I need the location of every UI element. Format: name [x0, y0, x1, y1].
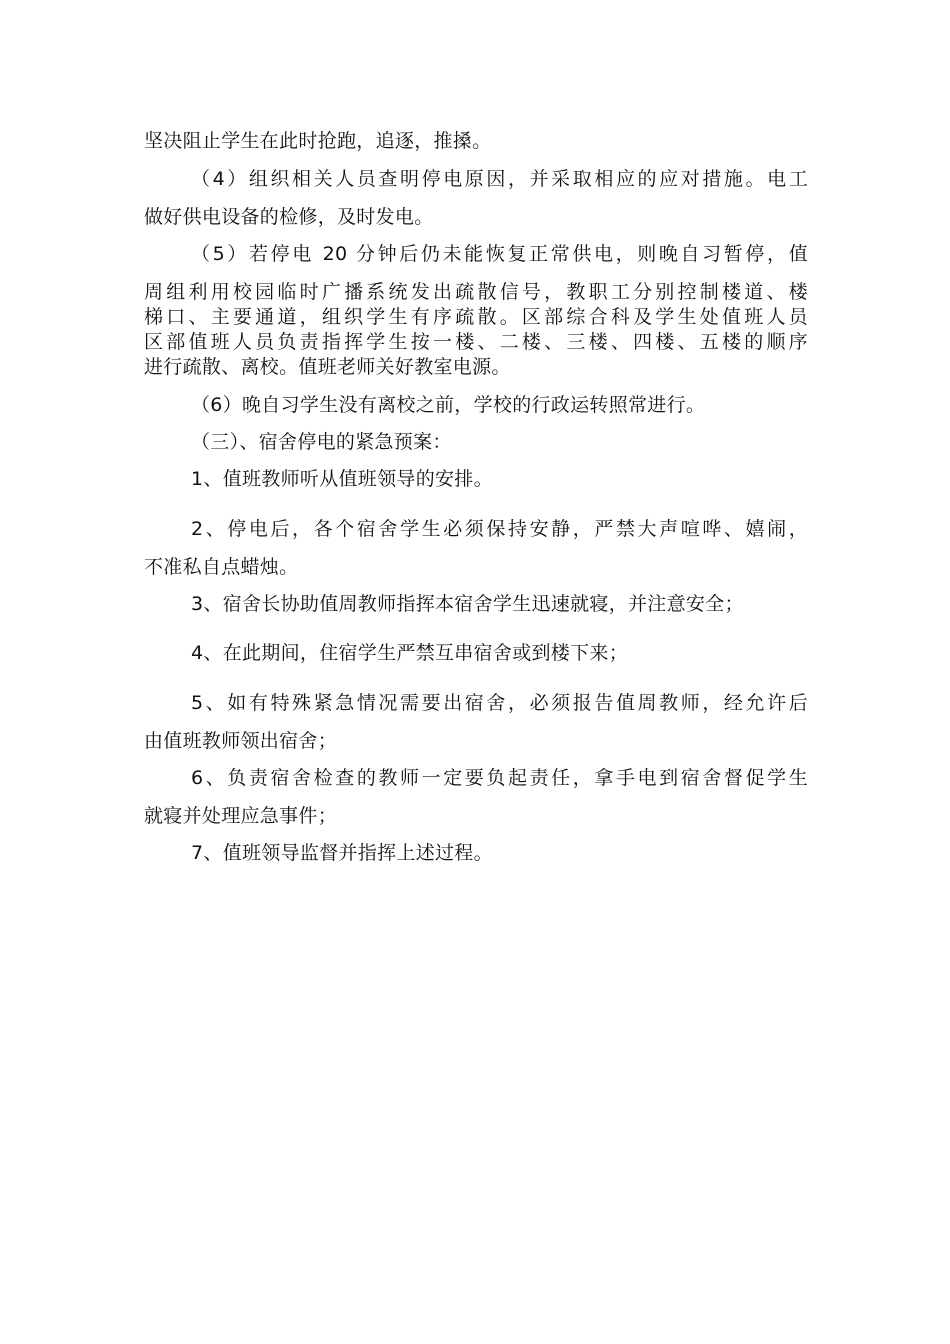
paragraph-text-line: （5）若停电 20 分钟后仍未能恢复正常供电，则晚自习暂停，值: [191, 243, 808, 265]
paragraph-text-line: 做好供电设备的检修，及时发电。: [144, 206, 434, 228]
paragraph-text-line: 周组利用校园临时广播系统发出疏散信号，教职工分别控制楼道、楼: [144, 281, 808, 303]
paragraph-text-line: 区部值班人员负责指挥学生按一楼、二楼、三楼、四楼、五楼的顺序: [144, 331, 808, 353]
list-item-continuation: 就寝并处理应急事件；: [144, 805, 338, 827]
list-item-continuation: 由值班教师领出宿舍；: [144, 730, 338, 752]
paragraph-text-line: 梯口、主要通道，组织学生有序疏散。区部综合科及学生处值班人员: [144, 306, 808, 328]
list-item-continuation: 不准私自点蜡烛。: [144, 556, 299, 578]
list-item: 2、停电后，各个宿舍学生必须保持安静，严禁大声喧哗、嬉闹，: [191, 518, 808, 540]
list-item: 6、负责宿舍检查的教师一定要负起责任，拿手电到宿舍督促学生: [191, 767, 808, 789]
list-item: 4、在此期间，住宿学生严禁互串宿舍或到楼下来；: [191, 642, 628, 664]
paragraph-text-line: 坚决阻止学生在此时抢跑，追逐，推搡。: [144, 130, 492, 152]
paragraph-text-line: （6）晚自习学生没有离校之前，学校的行政运转照常进行。: [191, 394, 706, 416]
list-item: 5、如有特殊紧急情况需要出宿舍，必须报告值周教师，经允许后: [191, 692, 808, 714]
paragraph-text-line: （4）组织相关人员查明停电原因，并采取相应的应对措施。电工: [191, 168, 808, 190]
paragraph-text-line: 进行疏散、离校。值班老师关好教室电源。: [144, 356, 511, 378]
list-item: 7、值班领导监督并指挥上述过程。: [191, 842, 493, 864]
list-item: 1、值班教师听从值班领导的安排。: [191, 468, 493, 490]
list-item: 3、宿舍长协助值周教师指挥本宿舍学生迅速就寝，并注意安全；: [191, 593, 744, 615]
section-heading: （三）、宿舍停电的紧急预案：: [191, 431, 452, 453]
